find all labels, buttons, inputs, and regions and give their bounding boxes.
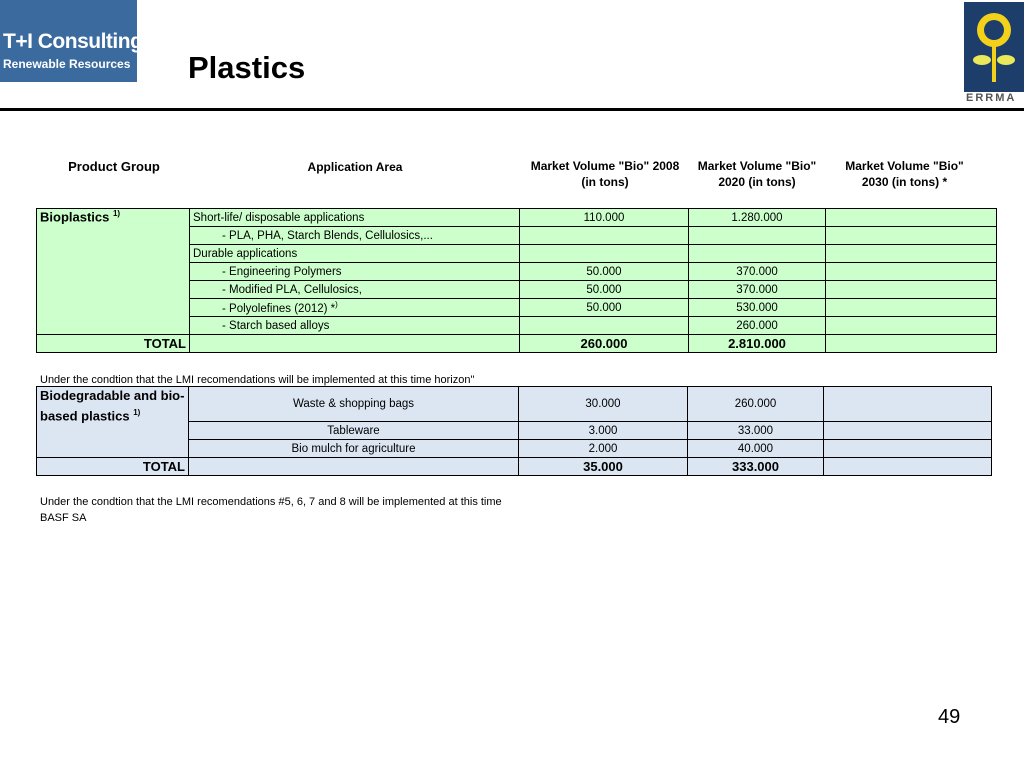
page-number: 49 <box>938 706 961 728</box>
table-row <box>37 387 992 422</box>
v2008-cell: 50.000 <box>520 263 689 281</box>
errma-sunflower-logo <box>964 2 1024 92</box>
total-2008: 260.000 <box>520 335 689 353</box>
total-2020: 333.000 <box>688 458 824 476</box>
v2030-cell <box>826 299 997 317</box>
v2008-cell <box>520 227 689 245</box>
header-mv-2008: Market Volume "Bio" 2008 (in tons) <box>530 159 680 189</box>
v2008-cell <box>520 245 689 263</box>
v2030-cell <box>826 227 997 245</box>
bioplastics-table <box>36 208 997 353</box>
header-mv-2020: Market Volume "Bio" 2020 (in tons) <box>697 159 817 189</box>
v2030-cell <box>826 209 997 227</box>
v2020-cell: 260.000 <box>688 387 824 422</box>
v2020-cell: 33.000 <box>688 422 824 440</box>
total-2030 <box>826 335 997 353</box>
note-lmi-recommendations: Under the condtion that the LMI recomendations #5, 6, 7 and 8 will be implemented at this time <box>40 496 502 508</box>
v2020-cell: 530.000 <box>689 299 826 317</box>
app-cell: - Starch based alloys <box>190 317 520 335</box>
header-application-area: Application Area <box>307 160 403 174</box>
total-row <box>37 335 997 353</box>
app-cell: - PLA, PHA, Starch Blends, Cellulosics,... <box>190 227 520 245</box>
note-lmi-horizon: Under the condtion that the LMI recomendations will be implemented at this time horizon" <box>40 374 475 386</box>
divider <box>0 108 1024 111</box>
source: BASF SA <box>40 512 87 524</box>
ti-consulting-logo <box>0 0 143 82</box>
v2020-cell <box>689 245 826 263</box>
table-row <box>37 209 997 227</box>
v2030-cell <box>826 263 997 281</box>
app-cell: Waste & shopping bags <box>189 387 519 422</box>
v2008-cell: 2.000 <box>519 440 688 458</box>
v2020-cell <box>689 227 826 245</box>
total-2020: 2.810.000 <box>689 335 826 353</box>
v2008-cell: 50.000 <box>520 281 689 299</box>
v2008-cell: 110.000 <box>520 209 689 227</box>
v2008-cell: 3.000 <box>519 422 688 440</box>
page-title: Plastics <box>188 50 306 85</box>
v2030-cell <box>824 440 992 458</box>
logo-line1: T+I Consulting <box>3 30 143 53</box>
product-group-cell: Bioplastics $^{1)}$ <box>37 209 190 335</box>
app-cell: - Polyolefines (2012) *) <box>190 299 520 317</box>
app-cell: - Engineering Polymers <box>190 263 520 281</box>
v2020-cell: 260.000 <box>689 317 826 335</box>
v2030-cell <box>826 281 997 299</box>
v2030-cell <box>824 422 992 440</box>
total-row <box>37 458 992 476</box>
biodegradable-table <box>36 386 992 476</box>
total-2030 <box>824 458 992 476</box>
app-cell: Durable applications <box>190 245 520 263</box>
app-cell: Short-life/ disposable applications <box>190 209 520 227</box>
logo-line2: Renewable Resources <box>3 57 131 71</box>
header-product-group: Product Group <box>68 159 160 174</box>
total-label: TOTAL <box>37 458 189 476</box>
product-group-cell: Biodegradable and bio-based plastics $^{1)}$ <box>37 387 189 458</box>
v2020-cell: 370.000 <box>689 281 826 299</box>
v2030-cell <box>824 387 992 422</box>
v2020-cell: 370.000 <box>689 263 826 281</box>
app-cell: - Modified PLA, Cellulosics, <box>190 281 520 299</box>
total-2008: 35.000 <box>519 458 688 476</box>
app-cell: Tableware <box>189 422 519 440</box>
v2020-cell: 40.000 <box>688 440 824 458</box>
v2008-cell: 30.000 <box>519 387 688 422</box>
errma-label: ERRMA <box>966 92 1017 104</box>
total-label: TOTAL <box>37 335 190 353</box>
v2008-cell <box>520 317 689 335</box>
v2020-cell: 1.280.000 <box>689 209 826 227</box>
app-cell: Bio mulch for agriculture <box>189 440 519 458</box>
v2030-cell <box>826 317 997 335</box>
v2008-cell: 50.000 <box>520 299 689 317</box>
v2030-cell <box>826 245 997 263</box>
header-mv-2030: Market Volume "Bio" 2030 (in tons) * <box>845 159 964 189</box>
